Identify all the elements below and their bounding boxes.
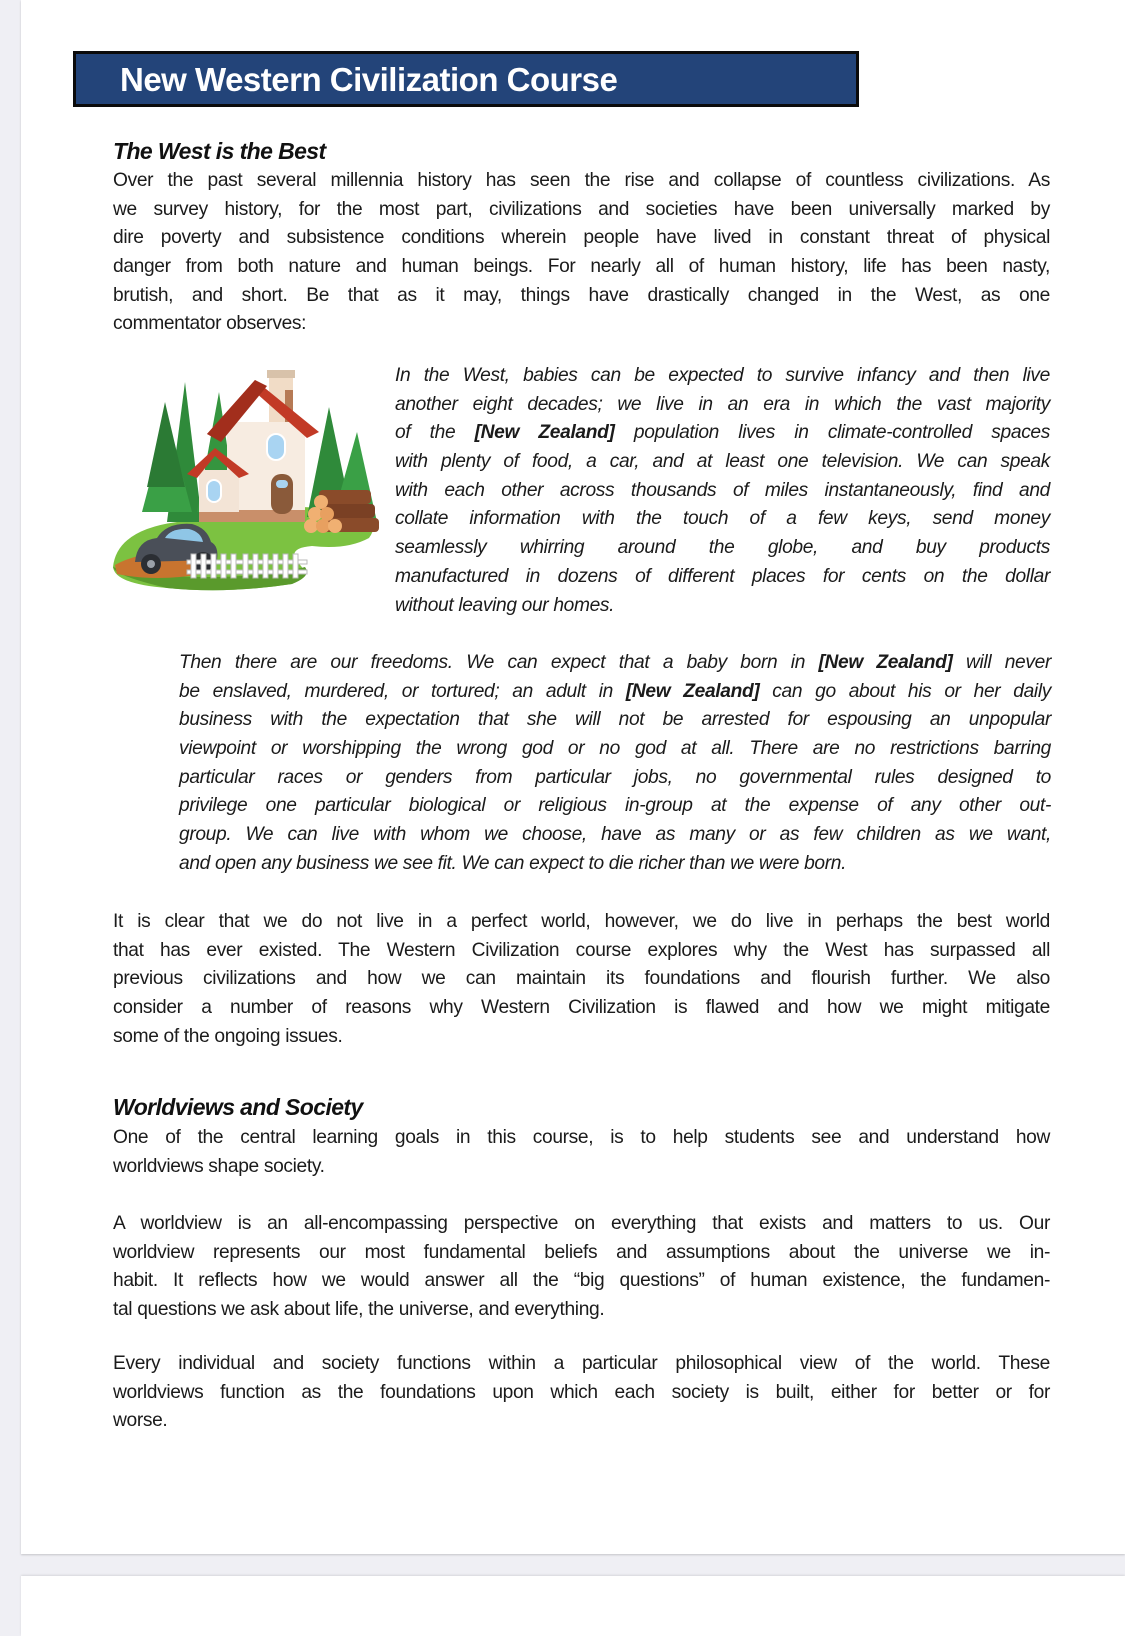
- quote-text: business with the expectation that she will not be arrested for espousing an unpopular: [179, 709, 1051, 731]
- quote-line: [179, 821, 1051, 850]
- paragraph-line: habit. It reflects how we would answer all the “big questions” of human existence, the fundamen-: [113, 1270, 1050, 1292]
- paragraph-line: brutish, and short. Be that as it may, things have drastically changed in the West, as one: [113, 284, 1050, 306]
- quote-line: [179, 649, 1051, 678]
- section-heading-worldviews: Worldviews and Society: [113, 1094, 363, 1120]
- quote-text: with plenty of food, a car, and at least one television. We can speak: [395, 451, 1050, 473]
- quote-text: In the West, babies can be expected to survive infancy and then live: [395, 365, 1050, 386]
- worldviews-paragraph-3: [113, 1350, 1050, 1436]
- quote-line: [395, 448, 1050, 477]
- paragraph-line: worse.: [113, 1410, 168, 1432]
- worldviews-paragraph-1: [113, 1124, 1050, 1181]
- quote-text: Then there are our freedoms. We can expect that a baby born in: [179, 652, 819, 673]
- quote-line: [179, 764, 1051, 793]
- quote-line: [179, 850, 1051, 879]
- page-title: New Western Civilization Course: [120, 61, 618, 98]
- intro-paragraph: [113, 167, 1050, 339]
- paragraph-line: worldviews function as the foundations upon which each society is built, either for better or for: [113, 1381, 1050, 1403]
- document-page-2: [21, 1576, 1125, 1636]
- paragraph-line: tal questions we ask about life, the universe, and everything.: [113, 1299, 605, 1321]
- house-illustration-icon: [107, 362, 389, 598]
- conclusion-paragraph: [113, 908, 1050, 1051]
- quote-text: can go about his or her daily: [759, 680, 1051, 702]
- paragraph-line: A worldview is an all-encompassing perspective on everything that exists and matters to us. Our: [113, 1213, 1050, 1234]
- worldviews-paragraph-2: [113, 1210, 1050, 1325]
- quote-line: [179, 678, 1051, 707]
- quote-line: [395, 391, 1050, 420]
- paragraph-line: worldview represents our most fundamental beliefs and assumptions about the universe we in-: [113, 1241, 1050, 1263]
- quote-text: will never: [952, 652, 1051, 673]
- block-quote-part-2: [179, 649, 1051, 879]
- paragraph-line: commentator observes:: [113, 313, 307, 335]
- block-quote-part-1: [395, 362, 1050, 620]
- bold-emphasis: [New Zealand]: [474, 422, 615, 444]
- paragraph-line: some of the ongoing issues.: [113, 1025, 343, 1047]
- quote-text: group. We can live with whom we choose, have as many or as few children as we want,: [179, 824, 1051, 846]
- quote-text: of the: [395, 422, 475, 444]
- paragraph-line: It is clear that we do not live in a perfect world, however, we do live in perhaps the best world: [113, 911, 1050, 932]
- quote-text: be enslaved, murdered, or tortured; an adult in: [179, 680, 626, 702]
- paragraph-line: One of the central learning goals in this course, is to help students see and understand how: [113, 1127, 1050, 1148]
- quote-text: with each other across thousands of miles instantaneously, find and: [395, 479, 1050, 501]
- quote-text: manufactured in dozens of different places for cents on the dollar: [395, 565, 1050, 587]
- paragraph-line: dire poverty and subsistence conditions wherein people have lived in constant threat of physical: [113, 227, 1050, 249]
- paragraph-line: Over the past several millennia history has seen the rise and collapse of countless civilizations. As: [113, 170, 1050, 191]
- paragraph-line: that has ever existed. The Western Civilization course explores why the West has surpassed all: [113, 939, 1050, 961]
- quote-text: collate information with the touch of a few keys, send money: [395, 508, 1050, 530]
- paragraph-line: danger from both nature and human beings. For nearly all of human history, life has been nasty,: [113, 256, 1050, 278]
- quote-text: without leaving our homes.: [395, 594, 615, 616]
- paragraph-line: we survey history, for the most part, civilizations and societies have been universally marked by: [113, 198, 1050, 220]
- paragraph-line: previous civilizations and how we can maintain its foundations and flourish further. We also: [113, 968, 1050, 990]
- title-banner: [73, 51, 859, 107]
- quote-line: [179, 706, 1051, 735]
- paragraph-line: worldviews shape society.: [113, 1155, 325, 1177]
- quote-text: particular races or genders from particular jobs, no governmental rules designed to: [179, 766, 1051, 788]
- paragraph-line: consider a number of reasons why Western Civilization is flawed and how we might mitigate: [113, 997, 1050, 1019]
- quote-text: and open any business we see fit. We can expect to die richer than we were born.: [179, 852, 847, 874]
- quote-text: another eight decades; we live in an era in which the vast majority: [395, 393, 1050, 415]
- quote-line: [395, 477, 1050, 506]
- section-heading-west-is-best: The West is the Best: [113, 138, 326, 164]
- quote-line: [395, 534, 1050, 563]
- bold-emphasis: [New Zealand]: [625, 680, 760, 702]
- quote-line: [395, 419, 1050, 448]
- quote-line: [395, 505, 1050, 534]
- quote-text: privilege one particular biological or religious in-group at the expense of any other out-: [179, 795, 1051, 817]
- quote-text: seamlessly whirring around the globe, and buy products: [395, 537, 1050, 559]
- quote-text: population lives in climate-controlled spaces: [614, 422, 1050, 444]
- quote-line: [395, 362, 1050, 391]
- quote-line: [179, 792, 1051, 821]
- document-page-1: [21, 0, 1125, 1554]
- paragraph-line: Every individual and society functions within a particular philosophical view of the world. These: [113, 1353, 1050, 1374]
- quote-line: [179, 735, 1051, 764]
- quote-line: [395, 563, 1050, 592]
- quote-text: viewpoint or worshipping the wrong god or no god at all. There are no restrictions barring: [179, 738, 1051, 760]
- quote-line: [395, 592, 1050, 621]
- bold-emphasis: [New Zealand]: [818, 652, 953, 673]
